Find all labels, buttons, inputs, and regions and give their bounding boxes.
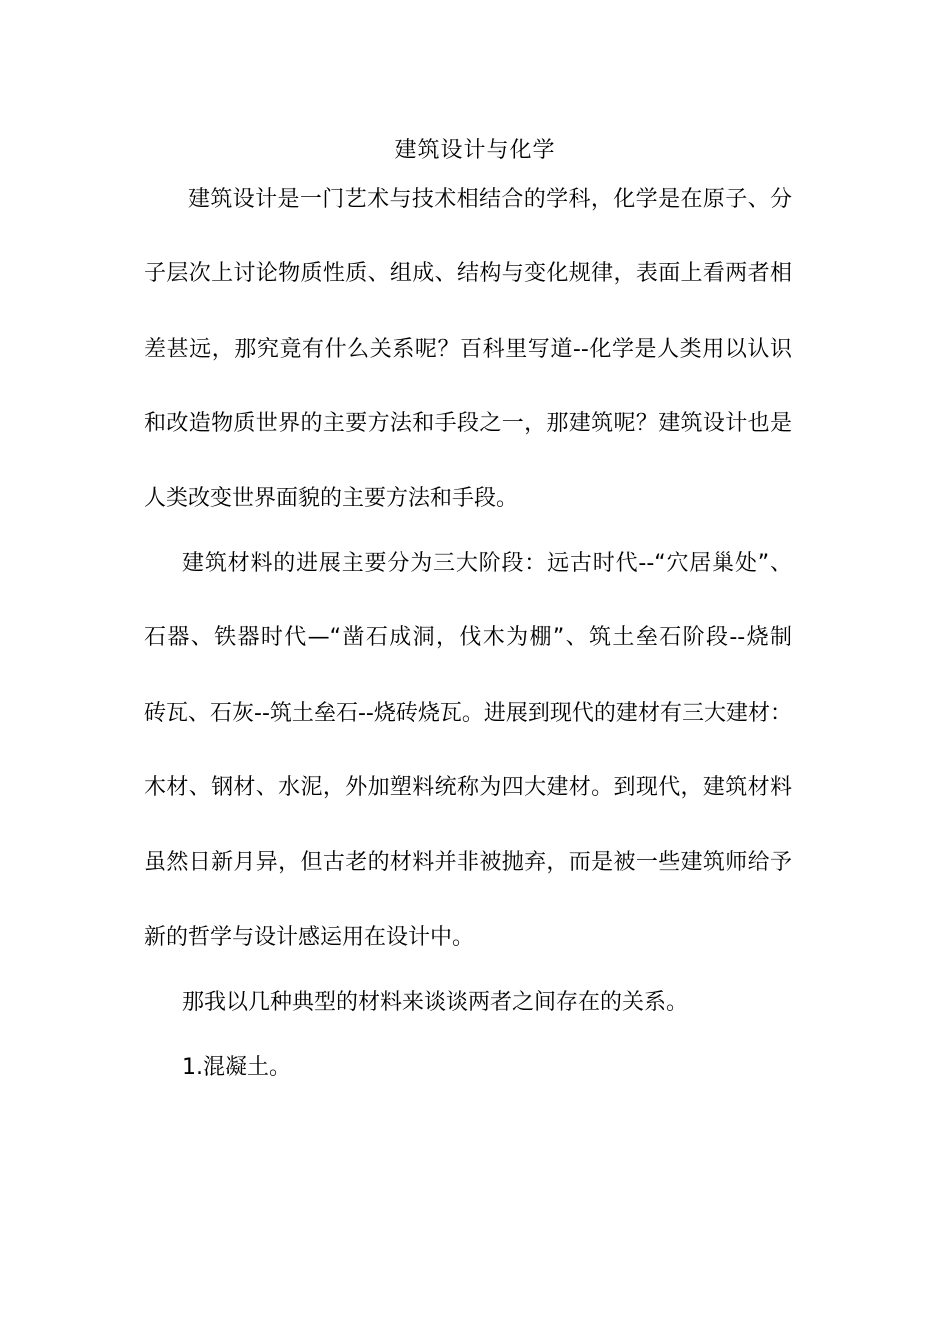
section-heading: 1.混凝土。 [182,1055,291,1080]
paragraph-line: 那我以几种典型的材料来谈谈两者之间存在的关系。 [182,990,689,1015]
paragraph-line: 砖瓦、石灰--筑土垒石--烧砖烧瓦。进展到现代的建材有三大建材： [144,701,792,726]
paragraph-line: 建筑材料的进展主要分为三大阶段：远古时代--“穴居巢处”、 [182,551,792,576]
paragraph-line: 子层次上讨论物质性质、组成、结构与变化规律，表面上看两者相 [144,261,792,286]
paragraph-line: 石器、铁器时代—“凿石成洞，伐木为棚”、筑土垒石阶段--烧制 [144,625,792,650]
paragraph-line: 新的哲学与设计感运用在设计中。 [144,925,475,950]
document-title: 建筑设计与化学 [394,138,556,163]
paragraph-line: 虽然日新月异，但古老的材料并非被抛弃，而是被一些建筑师给予 [144,850,792,875]
paragraph-line: 木材、钢材、水泥，外加塑料统称为四大建材。到现代，建筑材料 [144,775,792,800]
paragraph-line: 人类改变世界面貌的主要方法和手段。 [144,486,519,511]
paragraph-line: 建筑设计是一门艺术与技术相结合的学科，化学是在原子、分 [188,187,792,212]
paragraph-line: 和改造物质世界的主要方法和手段之一，那建筑呢？建筑设计也是 [144,411,792,436]
paragraph-line: 差甚远，那究竟有什么关系呢？百科里写道--化学是人类用以认识 [144,337,792,362]
